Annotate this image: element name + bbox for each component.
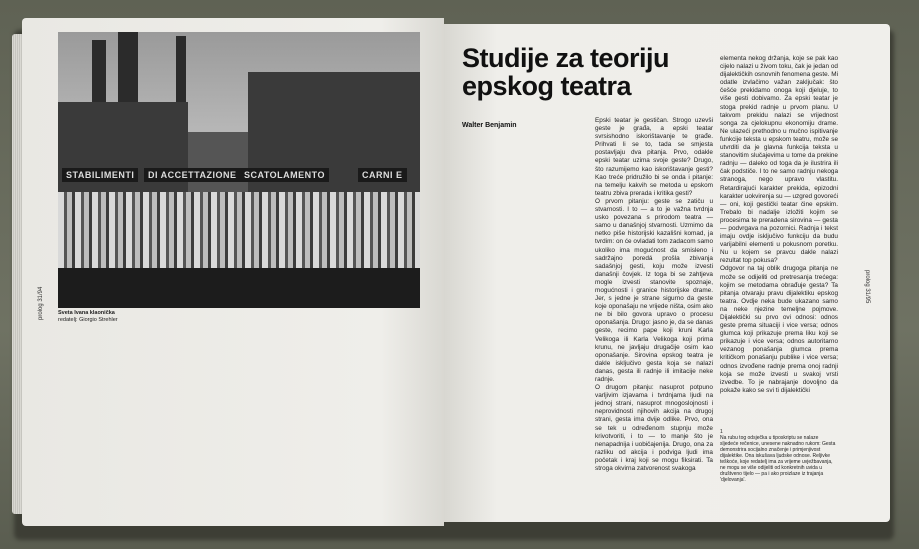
right-folio: prolog 31/95 — [864, 270, 870, 304]
photo-crowd — [58, 192, 420, 272]
text-column-1: Epski teatar je gestičan. Strogo uzevši geste je građa, a epski teatar svrsishodno iskorištavanje te građe. Prihvati li se to, tada se smjesta postavljaju dva pitanja. Prvo, odakle epski teatar uzima svoje geste? Drugo, što razumijemo kao iskorištavanje gesti? Kao treće pridružilo bi se onda i pitanje: na temelju kakvih se metoda u epskom teatru zbiva prerada i kritika gesti? O prvom pitanju: geste se zatiču u stvarnosti. I to — a to je važna tvrdnja usko povezana s prirodom teatra — samo u današnjoj stvarnosti. Uzmimo da netko piše historijski kazališni komad, ja tvrdim: on će ovladati tom zadacom samo ukoliko ima mogućnost da smisleno i sadržajno poredá prošla zbivanja sadašnjoj gesti, koju može izvesti današnji čovjek. Iz toga bi se zahtjeva mogle izvesti stanovite spoznaje, mogućnosti i granice historijske drame. Jer, s jedne je strane sigurno da geste koje oponašaju ne vrijede ništa, osim ako ne bi bilo govora upravo o procesu oponašanja. Drugo: jasno je, da se danas geste, recimo pape koji kruni Karla Velikoga ili Karla Velikoga koji prima krunu, ne javljaju drugačije osim kao oponašanje. Sirovina epskog teatra je dakle isključivo gesta koja se nalazi danas, gesta ili radnje ili imitacije neke radnje. O drugom pitanju: nasuprot potpuno varljivim izjavama i tvrdnjama ljudi na jednoj strani, nasuprot mnogoslojnosti i neprovidnosti njihovih akcija na drugoj strani, gesta ima dvije odlike. Prvo, ona se tek u određenom stupnju može krivotvoriti, i to — to manje što je nenapadnija i uobičajenija. Drugo, ona za razliku od akcija i podviga ljudi ima početak i kraj koji se mogu fiksirati. Ta stroga okvirna zatvorenost svakoga — [595, 117, 713, 473]
text-column-2: elementa nekog držanja, koje se pak kao cijelo nalazi u živom toku, čak je jedan od dijalektičkih osnovnih fenomena geste. Mi odatle izvlačimo važan zaključak: što češće prekidamo onoga koji djeluje, to više gesti dobivamo. Za epski teatar je stoga prekid radnje u prvom planu. U takvom prekidu nalazi se vrijednost songa za cjelokupnu ekonomiju drame. Ne ulazeći prethodno u mučno ispitivanje funkcije teksta u epskom teatru, može se utvrditi da je glavna funkcija teksta u stanovitim slučajevima u tome da prekine radnju — daleko od toga da je ilustrira ili čak podstiče. I to ne samo radnju nekoga stranoga, nego upravo vlastitu. Retardirajući karakter prekida, epizodni karakter uokvirenja su — uzgred govoreći — oni, koji gestički teatar čine epskim. Trebalo bi nadalje izložiti kojim se procesima te preradena sirovina — gesta — podvrgava na pozornici. Radnja i tekst imaju ovdje isključivo funkciju da budu varijabilni elementi u pokusnom poretku. Nu u kojem se pravcu dakle nalazi rezultat top pokusa? Odgovor na taj oblik drugoga pitanja ne može se odijeliti od pretresanja trećega: kojim se metodama obrađuje gesta? Ta pitanja otvaraju pravu dijalektiku epskog teatra. Ovdje neka bude ukazano samo na neke njezine temeljne pojmove. Dijalektički su prvo ovi odnosi: odnos geste prema situaciji i vice versa; odnos glumca koji prikazuje prema liku koji se prikazuje i vice versa; odnos autoritarno vezanog ponašanja glumca prema kritičkom ponašanju publike i vice versa; odnos izvođene radnje prema onoj radnji koja se može izvesti u svakoj vrsti izvedbe. To je nabrajanje dovoljno da pokaže kako se svi ti dijalektički — [720, 55, 838, 394]
photo-banner: STABILIMENTI — [62, 168, 138, 182]
footnote: 1 Na rubu tog odsječka u tiposkriptu se nalaze sljedeće rečenice, unesene naknadno rukom: Gesta demonstrira socijalno značenje i primjenjivost dijalektike. Ona iskušava ljudske odnose. Reljivke teškoće, koje redatelj ima za vrijeme uvježbavanja, ne mogu se više odijeliti od konkretnih uvida u društveno tijelo — pa i ako proizlaze iz trajanja 'djelovanja'. — [720, 429, 836, 483]
photo-caption — [58, 310, 118, 324]
photo-ground — [58, 268, 420, 308]
article-author: Walter Benjamin — [462, 122, 517, 129]
title-line-1: Studije za teoriju — [462, 43, 670, 73]
photo-banner: SCATOLAMENTO — [240, 168, 329, 182]
caption-credit: redatelj: Giorgio Strehler — [58, 317, 118, 323]
article-title — [462, 44, 669, 100]
photo-building — [188, 132, 248, 192]
photo-banner: DI ACCETTAZIONE — [144, 168, 241, 182]
title-line-2: epskog teatra — [462, 71, 632, 101]
photo-banner: CARNI E — [358, 168, 407, 182]
left-folio: prolog 31/94 — [38, 286, 44, 320]
caption-title: Sveta Ivana klaonička — [58, 310, 115, 316]
stage-photo — [58, 32, 420, 308]
